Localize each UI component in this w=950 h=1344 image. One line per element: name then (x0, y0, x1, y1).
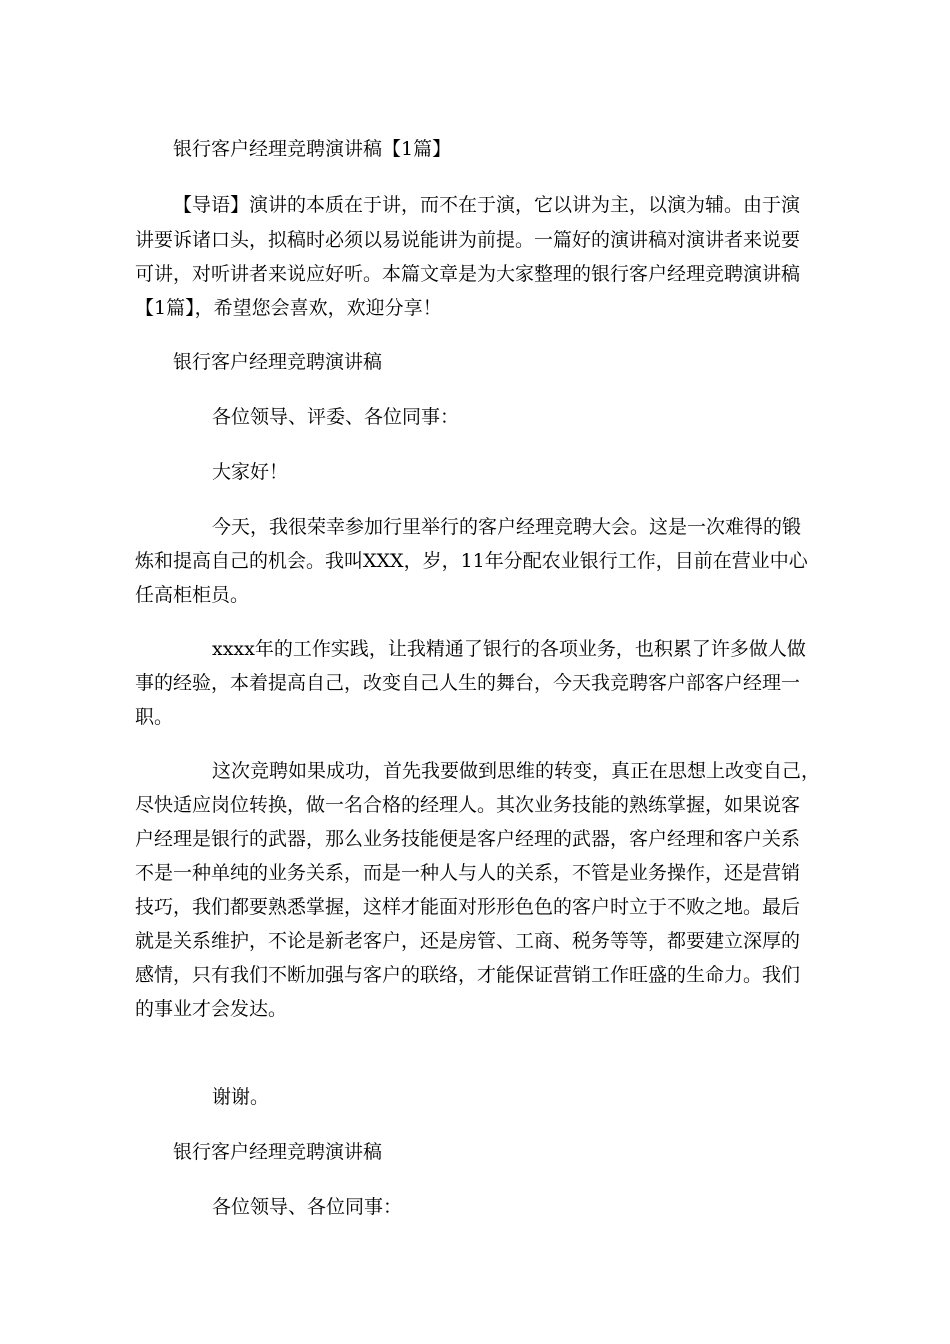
paragraph-line: 户经理是银行的武器，那么业务技能便是客户经理的武器，客户经理和客户关系 (135, 828, 801, 850)
paragraph-line: 就是关系维护，不论是新老客户，还是房管、工商、税务等等，都要建立深厚的 (135, 930, 801, 952)
speech2-heading: 银行客户经理竞聘演讲稿 (173, 1141, 383, 1163)
speech2-salutation: 各位领导、各位同事： (212, 1196, 403, 1218)
intro-line: 可讲，对听讲者来说应好听。本篇文章是为大家整理的银行客户经理竞聘演讲稿 (135, 263, 801, 285)
intro-line: 【导语】演讲的本质在于讲，而不在于演，它以讲为主，以演为辅。由于演 (173, 194, 801, 216)
paragraph-line: 事的经验，本着提高自己，改变自己人生的舞台，今天我竞聘客户部客户经理一 (135, 672, 801, 694)
paragraph-line: 这次竞聘如果成功，首先我要做到思维的转变，真正在思想上改变自己， (212, 760, 821, 782)
paragraph-line: xxxx年的工作实践，让我精通了银行的各项业务，也积累了许多做人做 (212, 638, 806, 660)
paragraph-line: 职。 (135, 706, 174, 728)
intro-line: 【1篇】，希望您会喜欢，欢迎分享！ (135, 297, 442, 319)
speech1-heading: 银行客户经理竞聘演讲稿 (173, 351, 383, 373)
speech1-salutation: 各位领导、评委、各位同事： (212, 406, 460, 428)
speech1-closing: 谢谢。 (212, 1086, 270, 1108)
paragraph-line: 尽快适应岗位转换，做一名合格的经理人。其次业务技能的熟练掌握，如果说客 (135, 794, 801, 816)
paragraph-line: 技巧，我们都要熟悉掌握，这样才能面对形形色色的客户时立于不败之地。最后 (135, 896, 801, 918)
speech1-greeting: 大家好！ (212, 461, 289, 483)
paragraph-line: 不是一种单纯的业务关系，而是一种人与人的关系，不管是业务操作，还是营销 (135, 862, 801, 884)
intro-line: 讲要诉诸口头，拟稿时必须以易说能讲为前提。一篇好的演讲稿对演讲者来说要 (135, 229, 801, 251)
paragraph-line: 任高柜柜员。 (135, 584, 250, 606)
paragraph-line: 感情，只有我们不断加强与客户的联络，才能保证营销工作旺盛的生命力。我们 (135, 964, 801, 986)
paragraph-line: 炼和提高自己的机会。我叫XXX，岁，11年分配农业银行工作，目前在营业中心 (135, 550, 808, 572)
paragraph-line: 的事业才会发达。 (135, 998, 288, 1020)
document-title: 银行客户经理竞聘演讲稿【1篇】 (173, 138, 452, 160)
paragraph-line: 今天，我很荣幸参加行里举行的客户经理竞聘大会。这是一次难得的锻 (212, 516, 802, 538)
